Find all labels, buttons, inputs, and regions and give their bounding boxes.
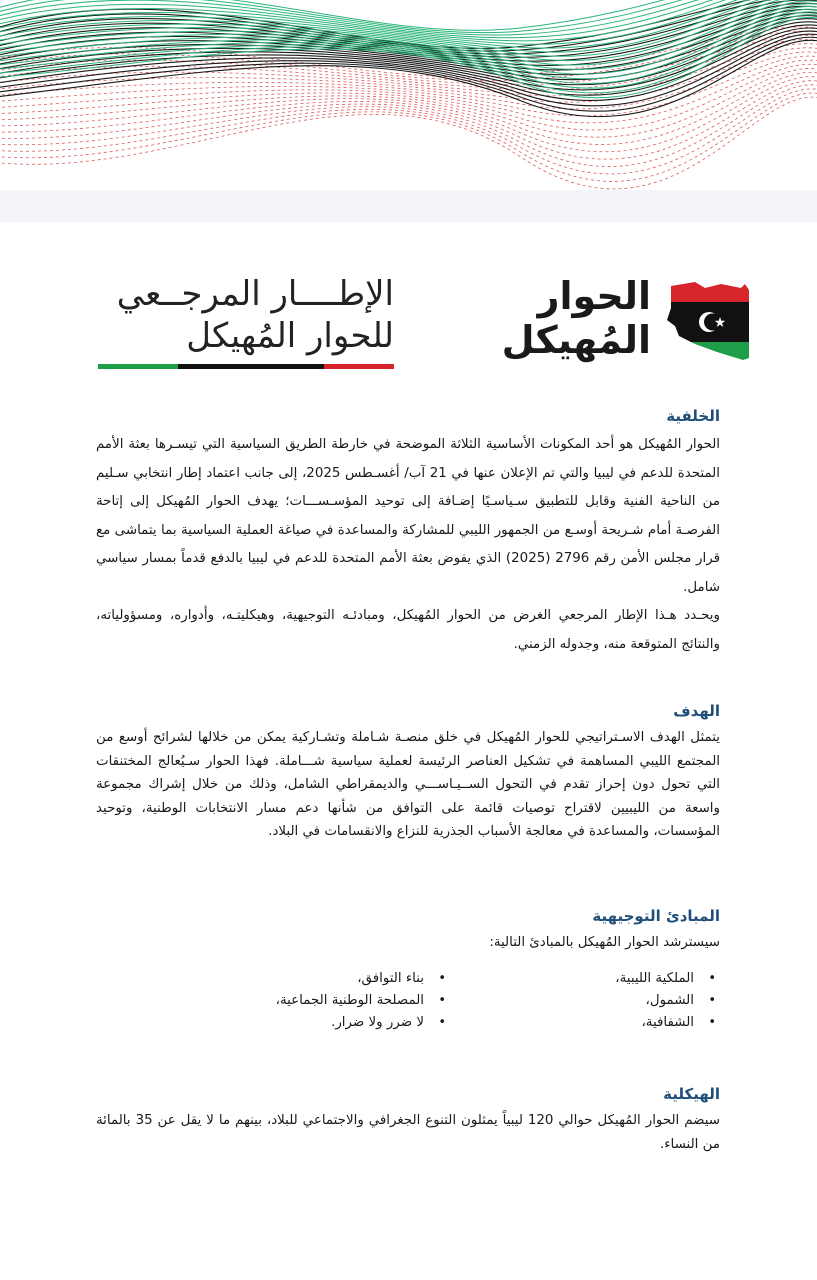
background-section xyxy=(96,407,720,659)
bar-green-segment xyxy=(98,364,178,369)
logo-line-1: الحوار xyxy=(537,274,651,318)
section-heading-structure: الهيكلية xyxy=(663,1085,720,1103)
structure-paragraph: سيضم الحوار المُهيكل حوالي 120 ليبياً يمثلون التنوع الجغرافي والاجتماعي للبلاد، بينهم ما لا يقل عن 35 بالمائة من النساء. xyxy=(96,1113,721,1152)
goal-paragraph: يتمثل الهدف الاسـتراتيجي للحوار المُهيكل في خلق منصـة شـاملة وتشـاركية يمكن من خلالها لشرائح أوسع من المجتمع الليبي المساهمة في تشكيل العناصر الرئيسة لعملية سياسية شـــاملة. فهذا الحوار سـيُعالج المختنقات التي تحول دون إحراز تقدم في التحول الســيـاســـي والديمقراطي الشامل، وذلك من خلال إشراك مجموعة واسعة من الليبيين لاقتراح توصيات قائمة على التوافق من شأنها دعم مسار الانتخابات الوطنية، وتوحيد المؤسسات، والمساعدة في معالجة الأسباب الجذرية للنزاع والانقسامات في البلاد. xyxy=(96,730,720,839)
background-paragraph-1: الحوار المُهيكل هو أحد المكونات الأساسية الثلاثة الموضحة في خارطة الطريق السياسية التي تيسـرها بعثة الأمم المتحدة للدعم في ليبيا والتي تم الإعلان عنها في 21 آب/ أغسـطس 2025، إلى جانب اعتماد إطار انتخابي سـليم من الناحية الفنية وقابل للتطبيق سـياسـيًا إضـافة إلى توحيد المؤسـســـات؛ يهدف الحوار المُهيكل إلى إتاحة الفرصـة أمام شـريحة أوسـع من الجمهور الليبي للمشاركة والمساعدة في صياغة العملية السياسية بما يتماشى مع قرار مجلس الأمن رقم 2796 (2025) الذي يفوض بعثة الأمم المتحدة للدعم في ليبيا بالدفع قدماً بمسار سياسي شامل. xyxy=(96,437,721,595)
reference-framework-title xyxy=(98,272,394,369)
flag-color-bar xyxy=(98,364,394,369)
libya-flag-map-icon xyxy=(665,280,751,362)
decorative-wave-header xyxy=(0,0,817,190)
structure-section xyxy=(96,1085,720,1156)
bar-red-segment xyxy=(324,364,394,369)
goal-section xyxy=(96,702,720,844)
list-item: • المصلحة الوطنية الجماعية، xyxy=(180,990,450,1012)
bar-black-segment xyxy=(178,364,324,369)
structured-dialogue-logo xyxy=(501,274,751,366)
principles-lists xyxy=(96,968,720,1034)
reference-title-line-2: للحوار المُهيكل xyxy=(186,316,394,356)
header-separator-band xyxy=(0,190,817,222)
logo-line-2: المُهيكل xyxy=(501,318,651,362)
section-heading-goal: الهدف xyxy=(673,702,720,720)
section-heading-principles: المبادئ التوجيهية xyxy=(592,907,720,925)
list-item: • لا ضرر ولا ضرار. xyxy=(180,1012,450,1034)
reference-title-line-1: الإطــــار المرجــعي xyxy=(116,274,394,314)
list-item: • بناء التوافق، xyxy=(180,968,450,990)
list-item: • الملكية الليبية، xyxy=(450,968,720,990)
list-item: • الشفافية، xyxy=(450,1012,720,1034)
principles-section xyxy=(96,907,720,1034)
background-paragraph-2: ويحـدد هـذا الإطار المرجعي الغرض من الحوار المُهيكل، ومبادئـه التوجيهية، وهيكليتـه، وأدواره، ومسؤولياته، والنتائج المتوقعة منه، وجدوله الزمني. xyxy=(96,608,720,652)
list-item: • الشمول، xyxy=(450,990,720,1012)
principles-intro: سيسترشد الحوار المُهيكل بالمبادئ التالية: xyxy=(489,935,720,950)
principles-list-right xyxy=(450,968,720,1034)
principles-list-left xyxy=(180,968,450,1034)
section-heading-background: الخلفية xyxy=(666,407,720,425)
